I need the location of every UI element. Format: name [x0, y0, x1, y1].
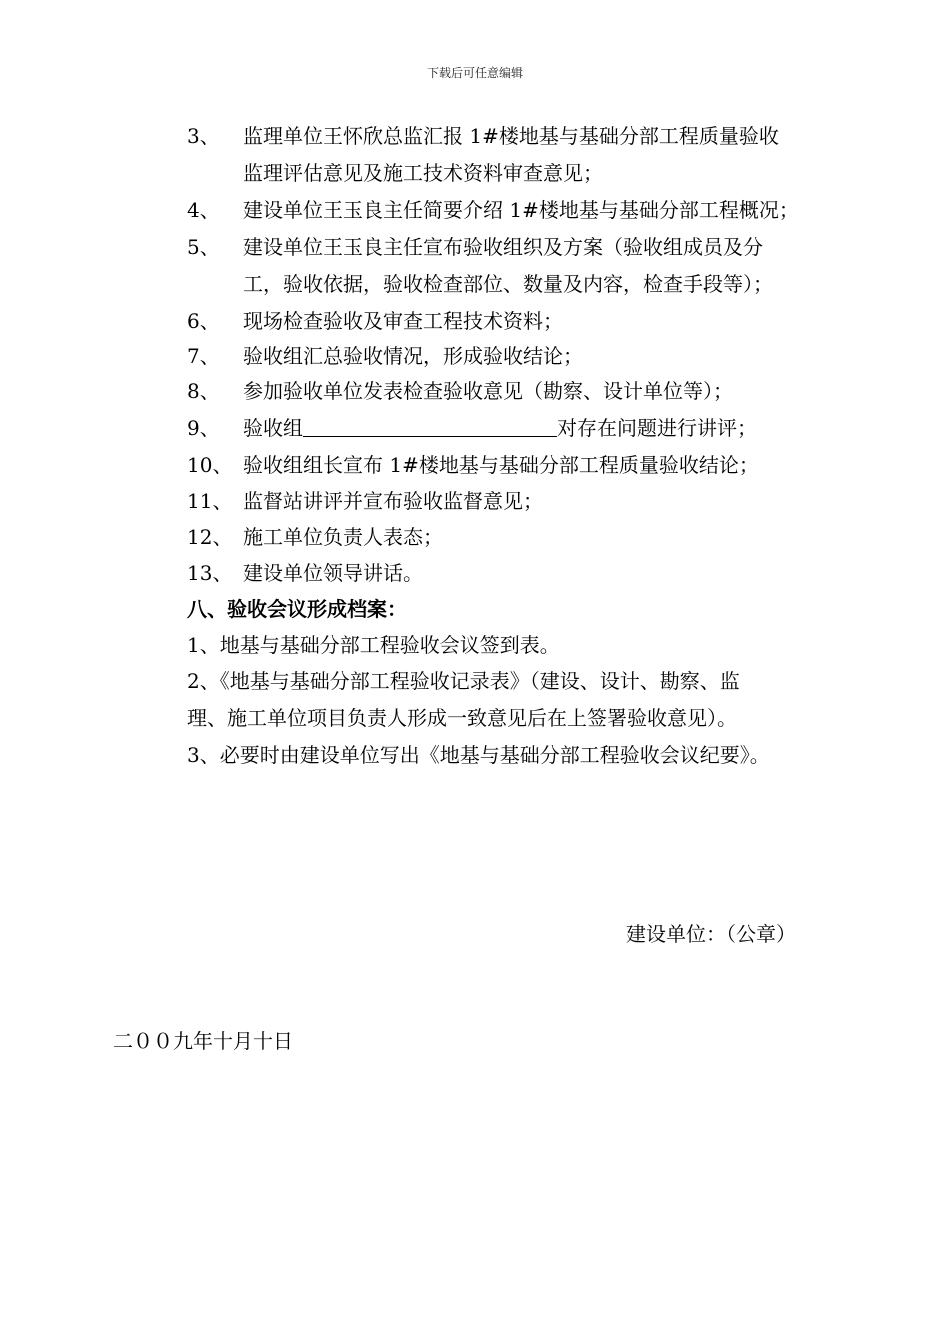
item-number: 9、 — [187, 416, 220, 440]
item-text: 现场检查验收及审查工程技术资料； — [243, 309, 563, 333]
item-continuation: 监理评估意见及施工技术资料审查意见； — [243, 161, 603, 185]
archive-item-2-continuation: 理、施工单位项目负责人形成一致意见后在上签署验收意见）。 — [187, 706, 737, 730]
item-number: 8、 — [187, 379, 220, 403]
item-number: 6、 — [187, 309, 220, 333]
page-header: 下载后可任意编辑 — [426, 66, 523, 80]
list-item — [187, 414, 757, 442]
item-number: 7、 — [187, 344, 220, 368]
fill-in-blank — [303, 416, 557, 437]
item-text: 验收组组长宣布 1#楼地基与基础分部工程质量验收结论； — [243, 453, 759, 477]
item-continuation: 工，验收依据，验收检查部位、数量及内容，检查手段等）； — [243, 272, 773, 296]
archive-item-1: 1、地基与基础分部工程验收会议签到表。 — [187, 633, 560, 657]
item-text-after: 对存在问题进行讲评； — [557, 416, 757, 440]
signature-line: 建设单位：（公章） — [626, 922, 796, 946]
section-heading: 八、验收会议形成档案： — [187, 597, 407, 621]
list-item — [187, 523, 443, 551]
item-number: 4、 — [187, 198, 220, 222]
list-item — [187, 196, 799, 224]
list-item — [187, 487, 543, 515]
archive-item-2: 2、《地基与基础分部工程验收记录表》（建设、设计、勘察、监 — [187, 669, 740, 693]
item-number: 11、 — [187, 489, 233, 513]
item-text: 验收组汇总验收情况，形成验收结论； — [243, 344, 583, 368]
item-text-before: 验收组 — [243, 416, 303, 440]
item-text: 建设单位领导讲话。 — [243, 561, 423, 585]
item-text: 建设单位王玉良主任简要介绍 1#楼地基与基础分部工程概况； — [243, 198, 799, 222]
list-item — [187, 342, 583, 370]
list-item — [187, 122, 779, 150]
item-text: 施工单位负责人表态； — [243, 525, 443, 549]
item-text: 参加验收单位发表检查验收意见（勘察、设计单位等）； — [243, 379, 733, 403]
item-number: 5、 — [187, 235, 220, 259]
item-number: 3、 — [187, 124, 220, 148]
item-number: 10、 — [187, 453, 233, 477]
item-number: 12、 — [187, 525, 233, 549]
list-item — [187, 307, 563, 335]
list-item — [187, 233, 763, 261]
item-text: 建设单位王玉良主任宣布验收组织及方案（验收组成员及分 — [243, 235, 763, 259]
list-item — [187, 377, 733, 405]
item-number: 13、 — [187, 561, 233, 585]
item-text: 监理单位王怀欣总监汇报 1#楼地基与基础分部工程质量验收 — [243, 124, 779, 148]
document-date: 二００九年十月十日 — [113, 1029, 293, 1053]
archive-item-3: 3、必要时由建设单位写出《地基与基础分部工程验收会议纪要》。 — [187, 743, 770, 767]
list-item — [187, 451, 759, 479]
list-item — [187, 559, 423, 587]
item-text: 监督站讲评并宣布验收监督意见； — [243, 489, 543, 513]
